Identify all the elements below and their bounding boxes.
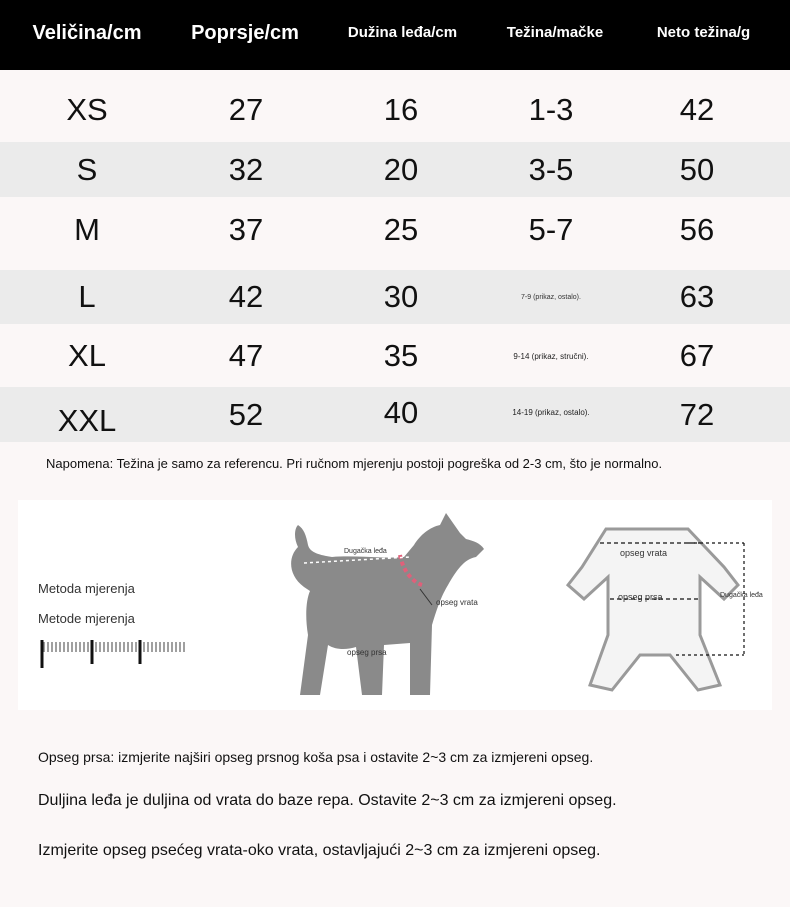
chest-cell: 27 (228, 92, 264, 127)
header-weight: Težina/mačke (506, 24, 604, 41)
back-cell: 35 (383, 338, 419, 373)
weight-cell: 1-3 (528, 92, 574, 127)
size-cell: XL (68, 338, 106, 373)
size-table-header (0, 0, 790, 70)
size-cell: XS (66, 92, 108, 127)
net-weight-cell: 56 (679, 212, 715, 247)
chest-cell: 52 (228, 396, 264, 432)
table-row (0, 142, 790, 197)
weight-cell: 5-7 (528, 212, 574, 247)
chest-cell: 47 (228, 338, 264, 373)
back-cell: 25 (383, 212, 419, 247)
weight-cell: 14-19 (prikaz, ostalo). (512, 408, 590, 417)
chest-cell: 37 (228, 212, 264, 247)
header-back-length: Dužina leđa/cm (347, 24, 458, 41)
net-weight-cell: 63 (679, 279, 715, 314)
tape-measure-icon (38, 636, 188, 672)
back-cell: 16 (383, 92, 419, 127)
header-chest: Poprsje/cm (191, 22, 299, 44)
size-cell: L (78, 279, 96, 314)
weight-cell: 9-14 (prikaz, stručni). (513, 351, 589, 361)
garment-back-label: Dugačka leđa (720, 592, 763, 599)
garment-chest-label: opseg prsa (618, 592, 663, 602)
chest-instruction: Opseg prsa: izmjerite najširi opseg prsnog koša psa i ostavite 2~3 cm za izmjereni opseg. (38, 749, 594, 765)
weight-cell: 7-9 (prikaz, ostalo). (521, 293, 581, 301)
neck-instruction: Izmjerite opseg psećeg vrata-oko vrata, ostavljajući 2~3 cm za izmjereni opseg. (38, 842, 601, 859)
header-size: Veličina/cm (32, 22, 142, 44)
back-cell: 40 (383, 394, 419, 430)
garment-outline-icon (560, 515, 770, 700)
table-row (0, 327, 790, 385)
back-cell: 30 (383, 279, 419, 314)
reference-note: Napomena: Težina je samo za referencu. Pri ručnom mjerenju postoji pogreška od 2-3 cm, što je normalno. (46, 456, 663, 471)
table-row (0, 270, 790, 324)
dog-neck-label: opseg vrata (436, 598, 478, 607)
size-cell: M (74, 212, 100, 247)
header-net-weight: Neto težina/g (656, 24, 751, 41)
table-row (0, 199, 790, 261)
garment-neck-label: opseg vrata (620, 548, 668, 558)
back-cell: 20 (383, 151, 419, 187)
weight-cell: 3-5 (528, 151, 574, 187)
net-weight-cell: 42 (679, 92, 715, 127)
dog-back-label: Dugačka leđa (344, 548, 387, 555)
chest-cell: 42 (228, 279, 264, 314)
size-cell: S (76, 151, 98, 187)
back-instruction: Duljina leđa je duljina od vrata do baze repa. Ostavite 2~3 cm za izmjereni opseg. (38, 792, 617, 809)
net-weight-cell: 67 (679, 338, 715, 373)
size-cell: XXL (57, 402, 117, 438)
dog-chest-label: opseg prsa (347, 648, 387, 657)
net-weight-cell: 72 (679, 396, 715, 432)
method-label-alt: Metode mjerenja (38, 611, 135, 626)
table-row (0, 80, 790, 140)
chest-cell: 32 (228, 151, 264, 187)
method-label: Metoda mjerenja (38, 581, 135, 596)
table-row (0, 387, 790, 442)
net-weight-cell: 50 (679, 151, 715, 187)
